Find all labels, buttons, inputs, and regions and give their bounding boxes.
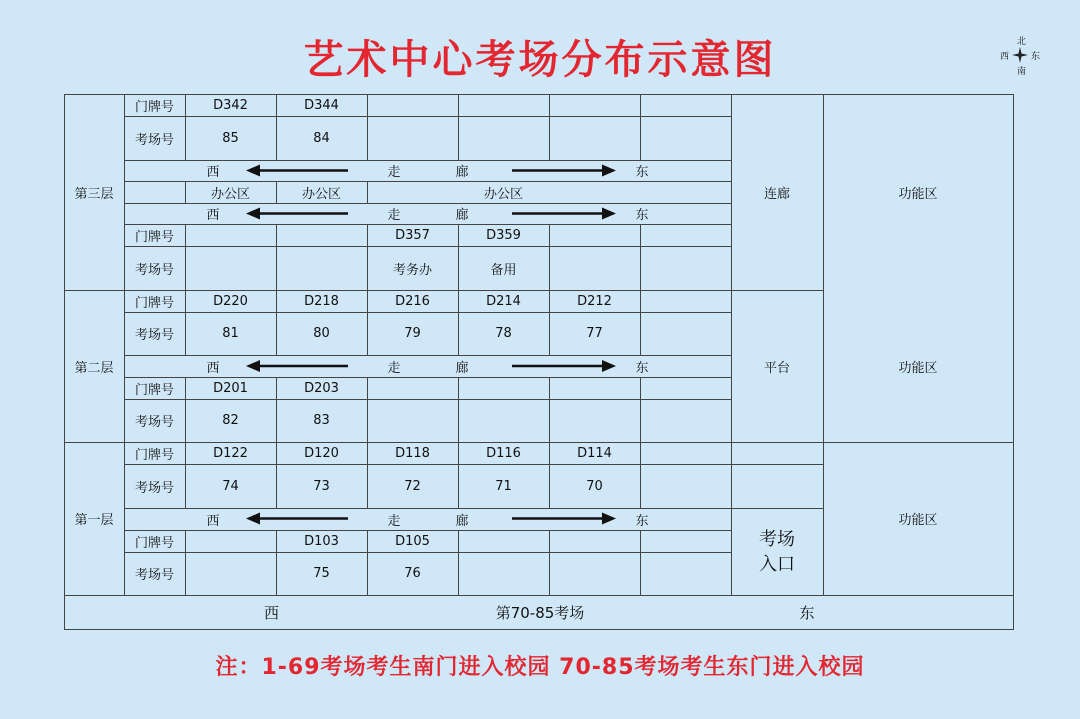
arrow-east-icon	[512, 208, 616, 220]
arrow-east-icon	[512, 165, 616, 177]
room-number: 75	[313, 566, 330, 581]
corridor-walk: 走	[387, 165, 401, 180]
corridor-west: 西	[206, 513, 220, 529]
room-number: 71	[495, 478, 512, 494]
room-number: 81	[222, 326, 239, 341]
door-label: 门牌号	[134, 229, 174, 245]
corridor-walk: 走	[387, 208, 401, 223]
footer-center: 第70-85考场	[495, 603, 585, 622]
room-number: 70	[586, 478, 603, 494]
door-label: 门牌号	[134, 447, 174, 463]
room-number: 78	[495, 326, 512, 341]
door-number: D216	[395, 293, 430, 309]
corridor-east: 东	[635, 208, 649, 223]
door-label: 门牌号	[134, 295, 174, 311]
room-number: 73	[313, 478, 330, 494]
room-number: 77	[586, 326, 603, 341]
corridor-label: 廊	[455, 513, 469, 529]
door-number: D359	[486, 227, 521, 243]
room-label: 考场号	[134, 568, 174, 583]
room-label: 考场号	[134, 132, 174, 148]
corridor-label: 廊	[455, 165, 469, 180]
compass-north: 北	[1017, 37, 1027, 47]
office-area: 办公区	[210, 186, 250, 202]
floor-label: 第二层	[74, 360, 114, 376]
floor-label: 第一层	[74, 513, 114, 528]
corridor-east: 东	[635, 165, 649, 180]
room-number: 84	[313, 130, 330, 146]
door-number: D116	[486, 445, 521, 461]
corridor-walk: 走	[387, 360, 401, 376]
corridor-west: 西	[206, 208, 220, 223]
exam-entrance: 考场 入口	[759, 528, 795, 575]
floor-label: 第三层	[74, 186, 114, 202]
room-label: 考场号	[134, 415, 174, 430]
function-area: 功能区	[898, 360, 938, 376]
corridor-east: 东	[635, 360, 649, 376]
door-number: D220	[213, 293, 248, 309]
page-title: 艺术中心考场分布示意图	[303, 37, 777, 83]
room-number: 79	[404, 326, 421, 341]
corridor-west: 西	[206, 360, 220, 376]
door-label: 门牌号	[134, 535, 174, 551]
door-number: D214	[486, 293, 521, 309]
door-label: 门牌号	[134, 382, 174, 398]
side-area: 平台	[763, 360, 790, 376]
room-number: 考务办	[392, 262, 432, 278]
door-number: D114	[577, 445, 612, 461]
door-number: D122	[213, 445, 248, 461]
footer-west: 西	[263, 603, 279, 622]
arrow-west-icon	[246, 513, 348, 525]
footnote: 注：1-69考场考生南门进入校园 70-85考场考生东门进入校园	[215, 655, 865, 680]
corridor-label: 廊	[455, 208, 469, 223]
room-number: 82	[222, 413, 239, 428]
door-number: D344	[304, 97, 339, 113]
corridor-east: 东	[635, 513, 649, 529]
door-number: D342	[213, 97, 248, 113]
door-number: D203	[304, 380, 339, 396]
room-label: 考场号	[134, 262, 174, 278]
side-area: 连廊	[763, 186, 790, 202]
door-number: D201	[213, 380, 248, 396]
corridor-west: 西	[206, 165, 220, 180]
compass-south: 南	[1017, 67, 1027, 77]
door-label: 门牌号	[134, 99, 174, 115]
room-number: 85	[222, 130, 239, 146]
door-number: D218	[304, 293, 339, 309]
corridor-walk: 走	[387, 513, 401, 529]
arrow-east-icon	[512, 513, 616, 525]
office-area: 办公区	[483, 186, 523, 202]
arrow-east-icon	[512, 360, 616, 372]
function-area: 功能区	[898, 186, 938, 202]
office-area: 办公区	[301, 186, 341, 202]
door-number: D118	[395, 445, 430, 461]
compass-west: 西	[1000, 52, 1010, 62]
room-number: 72	[404, 478, 421, 494]
arrow-west-icon	[246, 208, 348, 220]
arrow-west-icon	[246, 165, 348, 177]
door-number: D212	[577, 293, 612, 309]
room-label: 考场号	[134, 480, 174, 496]
corridor-label: 廊	[455, 360, 469, 376]
door-number: D105	[395, 533, 430, 549]
footer-east: 东	[799, 603, 815, 622]
room-number: 76	[404, 566, 421, 581]
room-number: 83	[313, 413, 330, 428]
door-number: D120	[304, 445, 339, 461]
function-area: 功能区	[898, 513, 938, 528]
door-number: D357	[395, 227, 430, 243]
door-number: D103	[304, 533, 339, 549]
room-number: 74	[222, 478, 239, 494]
room-number: 备用	[490, 262, 517, 278]
arrow-west-icon	[246, 360, 348, 372]
room-number: 80	[313, 326, 330, 341]
room-label: 考场号	[134, 328, 174, 343]
compass-east: 东	[1031, 52, 1041, 62]
